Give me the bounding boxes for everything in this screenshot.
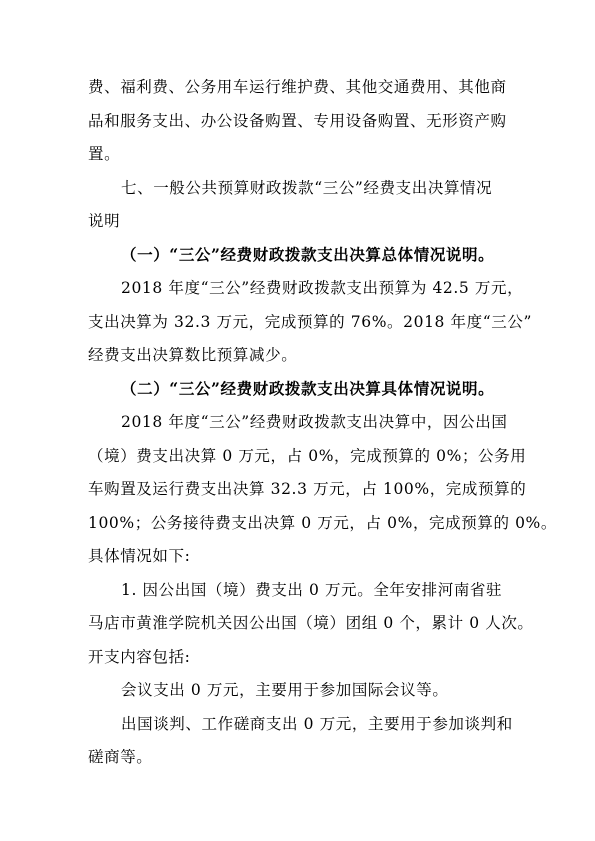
text-line: 具体情况如下:	[88, 547, 191, 565]
subsection-heading: （二）“三公”经费财政拨款支出决算具体情况说明。	[121, 379, 495, 398]
text-line: 马店市黄淮学院机关因公出国（境）团组 0 个，累计 0 人次。	[88, 614, 534, 632]
list-item: 1. 因公出国（境）费支出 0 万元。全年安排河南省驻	[121, 581, 503, 599]
text-line: 100%；公务接待费支出决算 0 万元，占 0%，完成预算的 0%。	[88, 514, 557, 532]
text-line: 2018 年度“三公”经费财政拨款支出预算为 42.5 万元，	[121, 279, 524, 297]
text-line: 经费支出决算数比预算减少。	[88, 346, 298, 364]
text-line: 开支内容包括:	[88, 648, 191, 666]
text-line: 费、福利费、公务用车运行维护费、其他交通费用、其他商	[88, 78, 507, 96]
text-line: 出国谈判、工作磋商支出 0 万元，主要用于参加谈判和	[121, 715, 513, 733]
section-heading-cont: 说明	[88, 212, 121, 230]
text-line: （境）费支出决算 0 万元，占 0%，完成预算的 0%；公务用	[88, 447, 527, 465]
text-line: 磋商等。	[88, 748, 153, 766]
text-line: 品和服务支出、办公设备购置、专用设备购置、无形资产购	[88, 112, 507, 130]
text-line: 车购置及运行费支出决算 32.3 万元，占 100%，完成预算的	[88, 480, 527, 498]
section-heading: 七、一般公共预算财政拨款“三公”经费支出决算情况	[121, 179, 493, 197]
text-line: 支出决算为 32.3 万元，完成预算的 76%。2018 年度“三公”	[88, 313, 532, 331]
text-line: 置。	[88, 145, 121, 163]
text-line: 会议支出 0 万元，主要用于参加国际会议等。	[121, 681, 449, 699]
text-line: 2018 年度“三公”经费财政拨款支出决算中，因公出国	[121, 413, 508, 431]
subsection-heading: （一）“三公”经费财政拨款支出决算总体情况说明。	[121, 245, 495, 264]
